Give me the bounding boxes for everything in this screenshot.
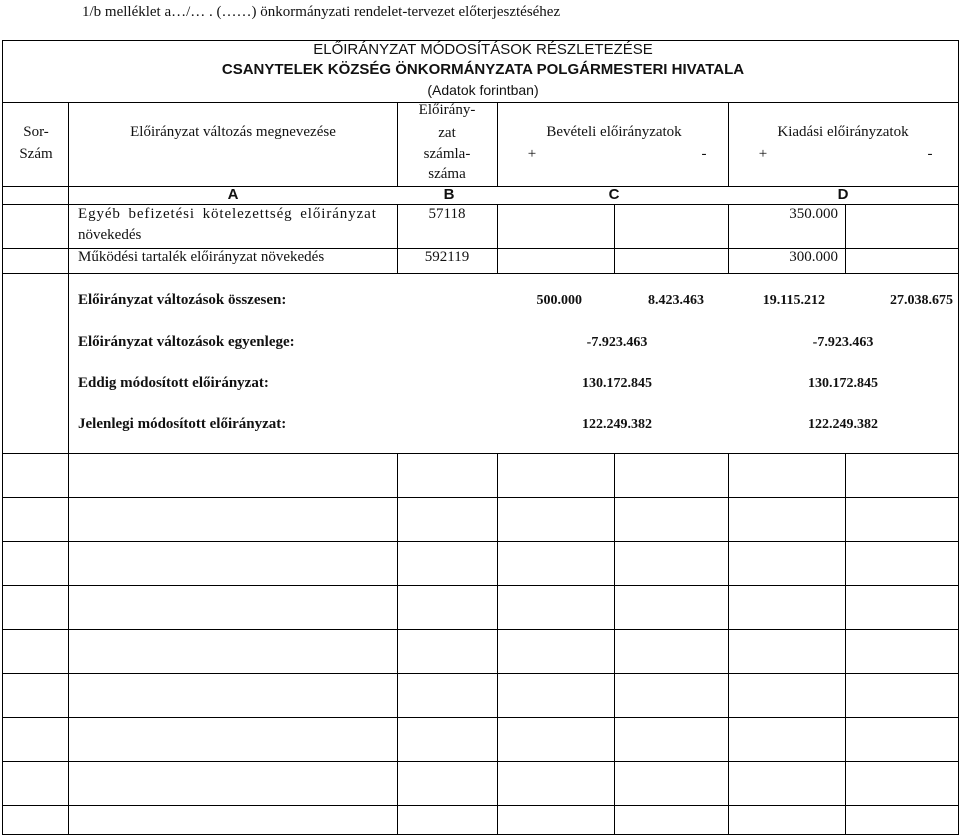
column-letter-a: A bbox=[227, 186, 239, 203]
summary-balance-rev: -7.923.463 bbox=[586, 335, 648, 350]
summary-current-label: Jelenlegi módosított előirányzat: bbox=[78, 416, 287, 432]
summary-balance-exp: -7.923.463 bbox=[812, 335, 874, 350]
title-line-3: (Adatok forintban) bbox=[427, 82, 539, 98]
summary-prev-exp: 130.172.845 bbox=[808, 376, 878, 391]
header-megnevezes: Előirányzat változás megnevezése bbox=[130, 124, 336, 140]
header-rev-plus: + bbox=[527, 146, 537, 162]
row-2-account: 592119 bbox=[424, 249, 470, 265]
header-szam: Szám bbox=[19, 146, 53, 162]
top-note: 1/b melléklet a…/… . (……) önkormányzati rendelet-tervezet előterjesztéséhez bbox=[82, 4, 561, 20]
row-1-name-text: Egyéb befizetési kötelezettség előirányzat bbox=[78, 206, 377, 222]
header-beveteli: Bevételi előirányzatok bbox=[546, 124, 682, 140]
header-exp-minus: - bbox=[927, 146, 933, 162]
summary-current-exp: 122.249.382 bbox=[808, 417, 878, 432]
summary-prev-label: Eddig módosított előirányzat: bbox=[78, 375, 269, 391]
header-eloiranyzat-3: számla- bbox=[423, 146, 471, 162]
row-2-value: 300.000 bbox=[789, 249, 838, 265]
row-1-value: 350.000 bbox=[789, 206, 838, 222]
column-letter-c: C bbox=[608, 186, 620, 203]
summary-total-exp-minus: 27.038.675 bbox=[890, 293, 953, 308]
summary-total-exp-plus: 19.115.212 bbox=[762, 293, 825, 308]
header-eloiranyzat-1: Előirány- bbox=[418, 102, 476, 118]
row-2-name: Működési tartalék előirányzat növekedés bbox=[78, 249, 325, 265]
summary-total-rev-minus: 8.423.463 bbox=[648, 293, 704, 308]
column-letter-b: B bbox=[443, 186, 455, 203]
summary-current-rev: 122.249.382 bbox=[582, 417, 652, 432]
row-1-name-line-2: növekedés bbox=[78, 227, 142, 243]
column-letter-d: D bbox=[837, 186, 849, 203]
title-line-1: ELŐIRÁNYZAT MÓDOSÍTÁSOK RÉSZLETEZÉSE bbox=[313, 41, 653, 58]
header-rev-minus: - bbox=[701, 146, 707, 162]
header-sor: Sor- bbox=[23, 124, 49, 140]
summary-total-rev-plus: 500.000 bbox=[536, 293, 582, 308]
summary-balance-label: Előirányzat változások egyenlege: bbox=[78, 334, 295, 350]
header-eloiranyzat-2: zat bbox=[438, 125, 456, 141]
title-line-2: CSANYTELEK KÖZSÉG ÖNKORMÁNYZATA POLGÁRMESTERI HIVATALA bbox=[221, 61, 745, 78]
header-exp-plus: + bbox=[758, 146, 768, 162]
row-1-account: 57118 bbox=[428, 206, 466, 222]
summary-prev-rev: 130.172.845 bbox=[582, 376, 652, 391]
header-eloiranyzat-4: száma bbox=[428, 166, 466, 182]
summary-total-label: Előirányzat változások összesen: bbox=[78, 292, 287, 308]
row-1-name-line-1 bbox=[78, 206, 391, 223]
header-kiadasi: Kiadási előirányzatok bbox=[777, 124, 909, 140]
